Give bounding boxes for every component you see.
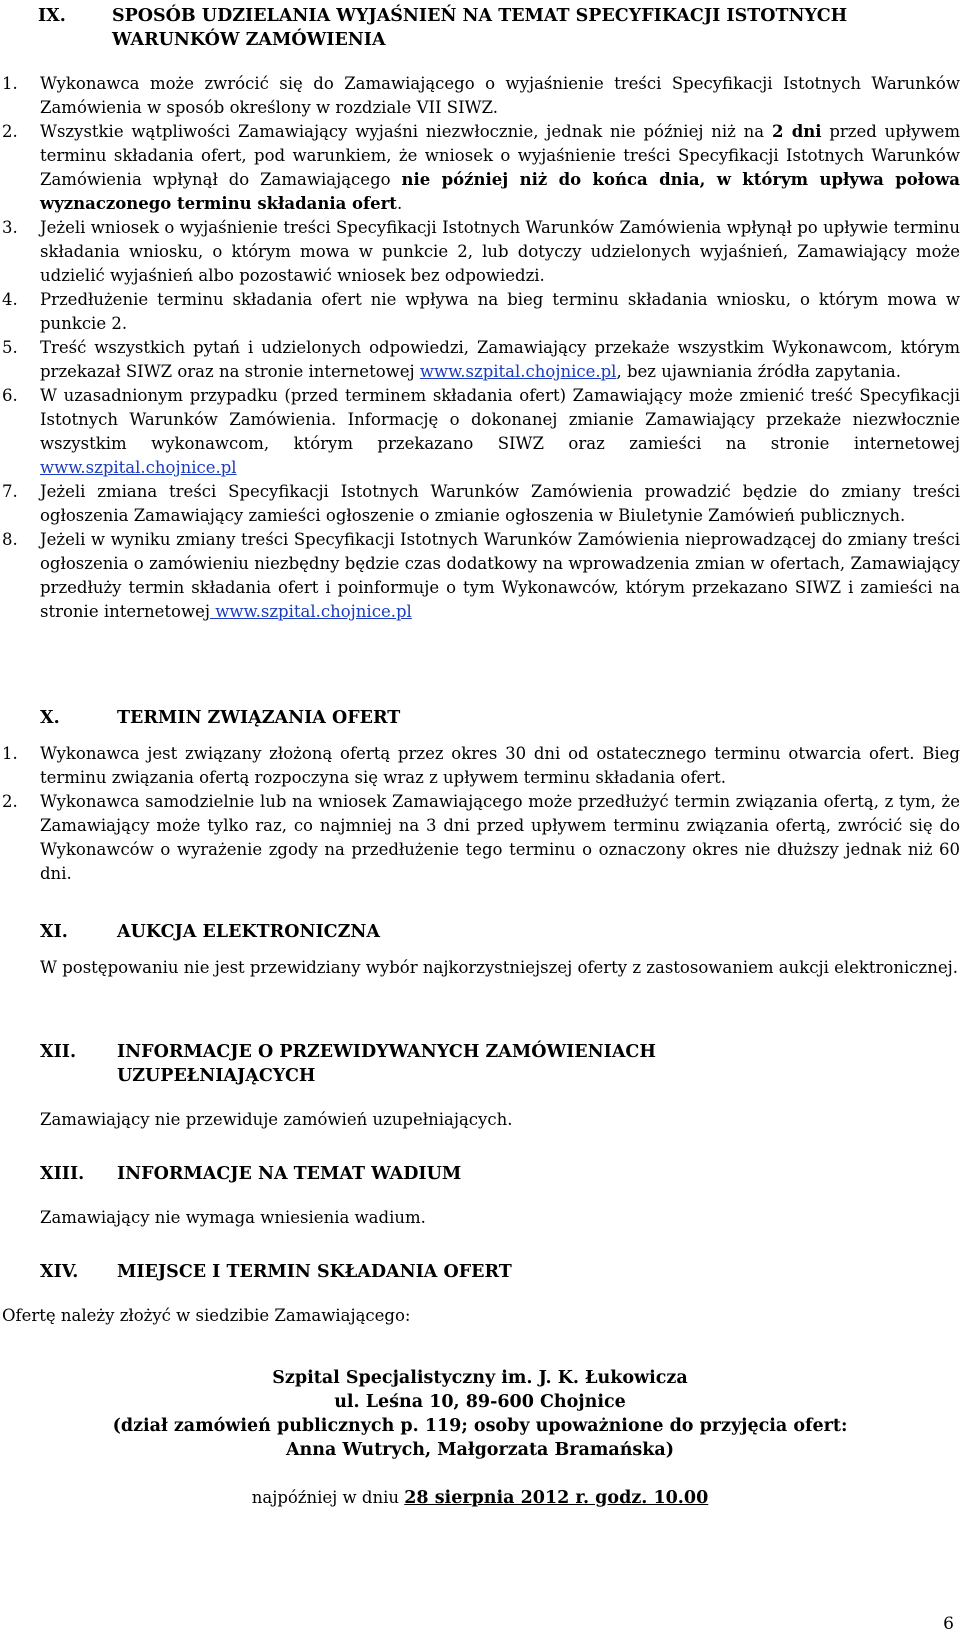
list-item xyxy=(0,288,960,336)
item-text: Jeżeli zmiana treści Specyfikacji Istotnych Warunków Zamówienia prowadzić będzie do zmiany treści ogłoszenia Zamawiający zamieści ogłoszenie o zmianie ogłoszenia w Biuletynie Zamówień publicznych. xyxy=(40,482,960,525)
text-run: Wszystkie wątpliwości Zamawiający wyjaśni niezwłocznie, jednak nie później niż na xyxy=(40,122,772,141)
item-text: Wykonawca samodzielnie lub na wniosek Zamawiającego może przedłużyć termin związania ofertą, z tym, że Zamawiający może tylko raz, co najmniej na 3 dni przed upływem terminu związania ofertą, zwrócić się do Wykonawców o wyrażenie zgody na przedłużenie tego terminu o oznaczony okres nie dłuższy jednak niż 60 dni. xyxy=(40,792,960,883)
section-number: XI. xyxy=(40,922,68,942)
item-text: Wykonawca jest związany złożoną ofertą przez okres 30 dni od ostatecznego terminu otwarcia ofert. Bieg terminu związania ofertą rozpoczyna się wraz z upływem terminu składania ofert. xyxy=(40,744,960,787)
text-run: . xyxy=(396,194,403,213)
section-text: Zamawiający nie przewiduje zamówień uzupełniających. xyxy=(40,1110,513,1129)
section-x xyxy=(0,706,960,886)
section-heading xyxy=(0,706,960,730)
section-title: SPOSÓB UDZIELANIA WYJAŚNIEŃ NA TEMAT SPECYFIKACJI ISTOTNYCH WARUNKÓW ZAMÓWIENIA xyxy=(112,6,848,50)
section-xi xyxy=(0,920,960,980)
address-block xyxy=(0,1366,960,1462)
text-run: W uzasadnionym przypadku (przed terminem składania ofert) Zamawiający może zmienić treść Specyfikacji Istotnych Warunków Zamówienia. Informację o dokonanej zmianie Zamawiający przekaże niezwłocznie wszystkim wykonawcom, którym przekazano SIWZ oraz zamieści na stronie internetowej xyxy=(40,386,960,453)
list-item xyxy=(0,790,960,886)
list-item xyxy=(0,384,960,480)
item-number: 1. xyxy=(2,744,18,763)
bold-text: 2 dni xyxy=(771,122,822,141)
list-item xyxy=(0,336,960,384)
page-number: 6 xyxy=(943,1614,954,1634)
section-heading xyxy=(0,920,960,944)
text-run: Treść wszystkich pytań i udzielonych odpowiedzi, Zamawiający przekaże wszystkim Wykonawcom, którym przekazał SIWZ oraz na stronie internetowej xyxy=(40,338,960,381)
item-number: 1. xyxy=(2,74,18,93)
website-link[interactable]: www.szpital.chojnice.pl xyxy=(419,362,617,381)
section-ix xyxy=(0,4,960,624)
deadline-line xyxy=(0,1486,960,1510)
website-link[interactable]: www.szpital.chojnice.pl xyxy=(40,458,237,477)
item-number: 5. xyxy=(2,338,18,357)
section-xiv xyxy=(0,1260,960,1510)
text-run: Jeżeli w wyniku zmiany treści Specyfikacji Istotnych Warunków Zamówienia nieprowadzącej do zmiany treści ogłoszenia o zamówieniu niezbędny będzie czas dodatkowy na wprowadzenia zmian w ofertach, Zamawiający przedłuży termin składania ofert i poinformuje o tym Wykonawców, którym przekazano SIWZ i zamieści na stronie internetowej xyxy=(40,530,960,621)
numbered-list xyxy=(0,742,960,886)
list-item xyxy=(0,480,960,528)
section-text: Zamawiający nie wymaga wniesienia wadium. xyxy=(40,1208,426,1227)
section-number: XII. xyxy=(40,1042,77,1062)
item-text xyxy=(40,384,960,480)
item-number: 6. xyxy=(2,386,18,405)
list-item xyxy=(0,120,960,216)
section-title: INFORMACJE O PRZEWIDYWANYCH ZAMÓWIENIACH UZUPEŁNIAJĄCYCH xyxy=(117,1042,656,1086)
section-number: XIII. xyxy=(40,1164,85,1184)
address-line: Szpital Specjalistyczny im. J. K. Łukowicza xyxy=(272,1368,688,1388)
address-line: Anna Wutrych, Małgorzata Bramańska) xyxy=(285,1440,675,1460)
list-item xyxy=(0,742,960,790)
section-xii xyxy=(0,1040,960,1132)
item-text xyxy=(40,120,960,216)
item-text: Wykonawca może zwrócić się do Zamawiającego o wyjaśnienie treści Specyfikacji Istotnych Warunków Zamówienia w sposób określony w rozdziale VII SIWZ. xyxy=(40,74,960,117)
item-number: 8. xyxy=(2,530,18,549)
section-heading xyxy=(0,1162,960,1186)
section-number: XIV. xyxy=(40,1262,79,1282)
text-run: , bez ujawniania źródła zapytania. xyxy=(616,362,902,381)
bold-text: nie później niż do końca dnia, w którym upływa połowa wyznaczonego terminu składania ofert xyxy=(40,170,960,213)
list-item xyxy=(0,528,960,624)
section-title: AUKCJA ELEKTRONICZNA xyxy=(117,922,380,942)
section-number: X. xyxy=(40,708,60,728)
item-text: Przedłużenie terminu składania ofert nie wpływa na bieg terminu składania wniosku, o którym mowa w punkcie 2. xyxy=(40,290,960,333)
item-number: 3. xyxy=(2,218,18,237)
list-item xyxy=(0,72,960,120)
address-line: (dział zamówień publicznych p. 119; osoby upoważnione do przyjęcia ofert: xyxy=(112,1416,848,1436)
section-xiii xyxy=(0,1162,960,1230)
section-title: TERMIN ZWIĄZANIA OFERT xyxy=(117,708,401,728)
deadline-prefix: najpóźniej w dniu xyxy=(251,1488,405,1507)
website-link[interactable]: www.szpital.chojnice.pl xyxy=(209,602,412,621)
section-title: MIEJSCE I TERMIN SKŁADANIA OFERT xyxy=(117,1262,512,1282)
section-text: W postępowaniu nie jest przewidziany wybór najkorzystniejszej oferty z zastosowaniem aukcji elektronicznej. xyxy=(40,958,958,977)
list-item xyxy=(0,216,960,288)
item-text xyxy=(40,336,960,384)
item-number: 7. xyxy=(2,482,18,501)
item-number: 2. xyxy=(2,122,18,141)
section-heading xyxy=(0,1040,960,1088)
section-heading xyxy=(0,4,960,52)
section-title: INFORMACJE NA TEMAT WADIUM xyxy=(117,1164,462,1184)
text-run: przed upływem terminu składania ofert, pod warunkiem, że wniosek o wyjaśnienie treści Specyfikacji Istotnych Warunków Zamówienia wpłynął do Zamawiającego xyxy=(40,122,960,189)
item-text xyxy=(40,528,960,624)
item-text: Jeżeli wniosek o wyjaśnienie treści Specyfikacji Istotnych Warunków Zamówienia wpłynął po upływie terminu składania wniosku, o którym mowa w punkcie 2, lub dotyczy udzielonych wyjaśnień, Zamawiający może udzielić wyjaśnień albo pozostawić wniosek bez odpowiedzi. xyxy=(40,218,960,285)
section-number: IX. xyxy=(38,6,66,26)
section-heading xyxy=(0,1260,960,1284)
numbered-list xyxy=(0,72,960,624)
section-intro: Ofertę należy złożyć w siedzibie Zamawiającego: xyxy=(2,1306,411,1325)
address-line: ul. Leśna 10, 89-600 Chojnice xyxy=(334,1392,626,1412)
item-number: 2. xyxy=(2,792,18,811)
deadline-date: 28 sierpnia 2012 r. godz. 10.00 xyxy=(404,1488,709,1508)
item-number: 4. xyxy=(2,290,18,309)
